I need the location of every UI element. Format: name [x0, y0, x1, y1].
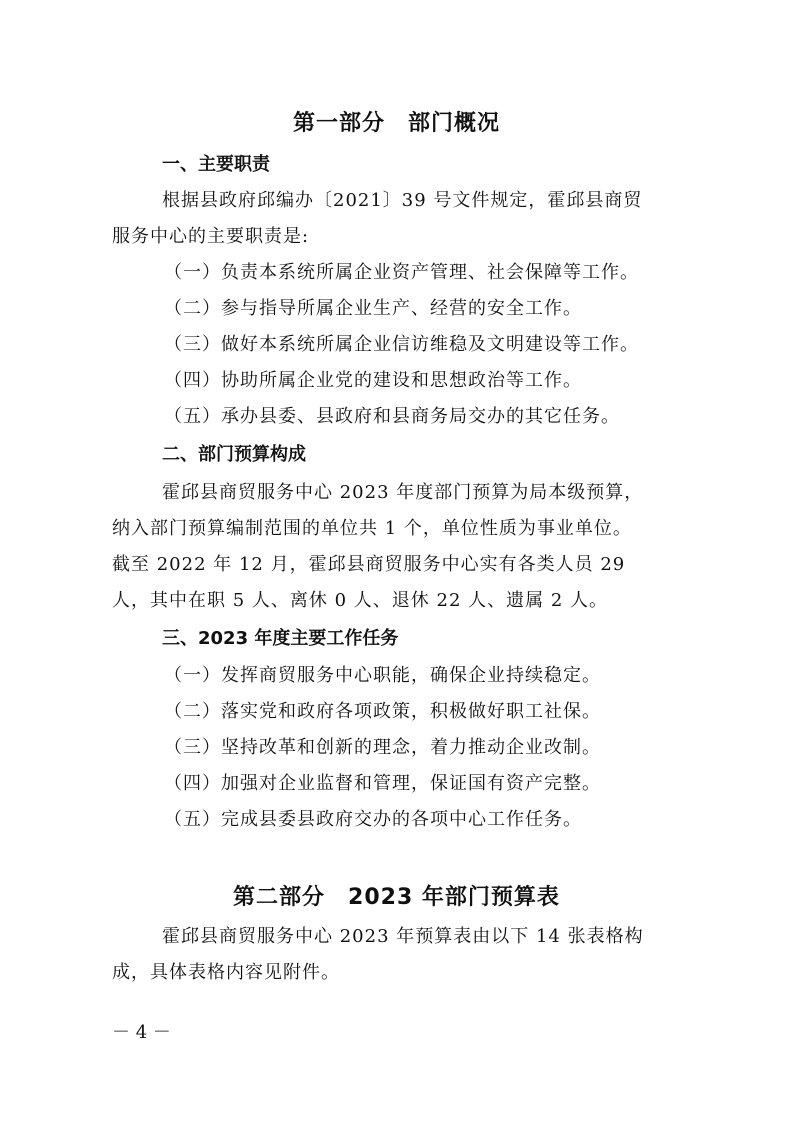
- paragraph-line: 成，具体表格内容见附件。: [112, 962, 340, 983]
- task-item: （一）发挥商贸服务中心职能，确保企业持续稳定。: [164, 665, 601, 686]
- paragraph-line: 截至 2022 年 12 月，霍邱县商贸服务中心实有各类人员 29: [112, 554, 626, 575]
- paragraph-line: 霍邱县商贸服务中心 2023 年度部门预算为局本级预算，: [162, 482, 644, 503]
- paragraph-line: 纳入部门预算编制范围的单位共 1 个，单位性质为事业单位。: [112, 518, 632, 539]
- duty-item: （二）参与指导所属企业生产、经营的安全工作。: [164, 298, 582, 319]
- part2-title: 第二部分 2023 年部门预算表: [233, 885, 560, 910]
- task-item: （五）完成县委县政府交办的各项中心工作任务。: [164, 809, 582, 830]
- paragraph-line: 霍邱县商贸服务中心 2023 年预算表由以下 14 张表格构: [162, 926, 644, 947]
- paragraph-line: 服务中心的主要职责是:: [112, 226, 310, 247]
- section1-heading: 一、主要职责: [162, 154, 270, 175]
- section3-heading: 三、2023 年度主要工作任务: [162, 628, 399, 649]
- part1-title: 第一部分 部门概况: [292, 111, 500, 136]
- task-item: （四）加强对企业监督和管理，保证国有资产完整。: [164, 773, 601, 794]
- duty-item: （五）承办县委、县政府和县商务局交办的其它任务。: [164, 406, 620, 427]
- task-item: （三）坚持改革和创新的理念，着力推动企业改制。: [164, 737, 601, 758]
- section2-heading: 二、部门预算构成: [162, 444, 306, 465]
- duty-item: （三）做好本系统所属企业信访维稳及文明建设等工作。: [164, 334, 639, 355]
- page-number: － 4 －: [112, 1022, 171, 1043]
- paragraph-line: 人，其中在职 5 人、离休 0 人、退休 22 人、遗属 2 人。: [112, 590, 609, 611]
- task-item: （二）落实党和政府各项政策，积极做好职工社保。: [164, 701, 601, 722]
- duty-item: （四）协助所属企业党的建设和思想政治等工作。: [164, 370, 582, 391]
- paragraph-line: 根据县政府邱编办〔2021〕39 号文件规定，霍邱县商贸: [162, 190, 643, 211]
- duty-item: （一）负责本系统所属企业资产管理、社会保障等工作。: [164, 262, 639, 283]
